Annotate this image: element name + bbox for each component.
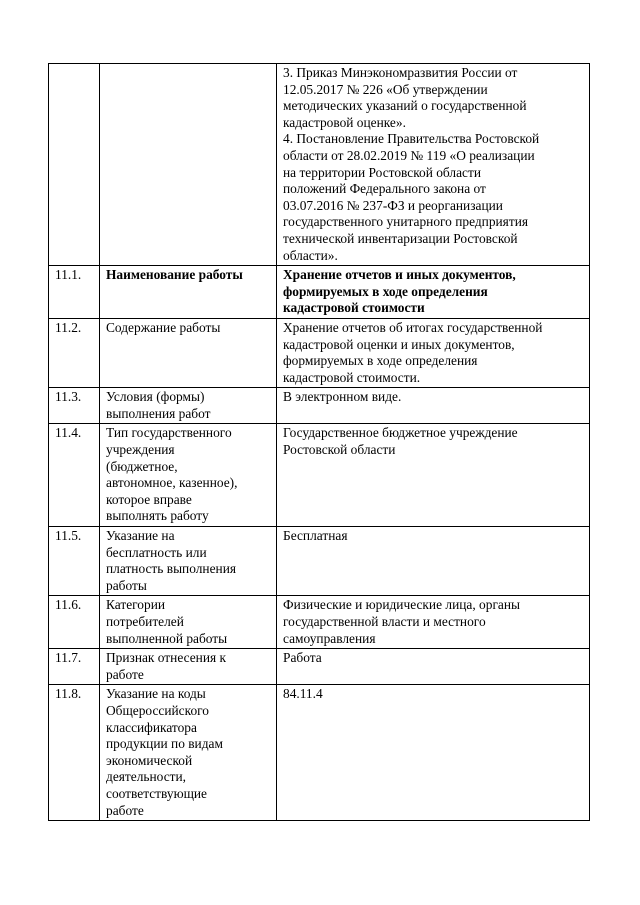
row-name-cell [100, 64, 277, 266]
row-name-cell: Признак отнесения к работе [100, 649, 277, 685]
table-row-11-8 [49, 685, 590, 821]
row-number-cell: 11.2. [49, 318, 100, 387]
table-row-11-1 [49, 266, 590, 319]
row-value-cell: Физические и юридические лица, органы государственной власти и местного самоуправления [277, 596, 590, 649]
row-number-cell: 11.3. [49, 388, 100, 424]
table-row-11-3 [49, 388, 590, 424]
row-value-cell: 84.11.4 [277, 685, 590, 821]
row-number-cell: 11.7. [49, 649, 100, 685]
row-name-cell: Наименование работы [100, 266, 277, 319]
row-number-cell: 11.4. [49, 424, 100, 527]
table-row-11-7 [49, 649, 590, 685]
row-number-cell: 11.5. [49, 527, 100, 596]
row-name-cell: Условия (формы) выполнения работ [100, 388, 277, 424]
row-value-cell: Хранение отчетов об итогах государственной кадастровой оценки и иных документов, формируемых в ходе определения кадастровой стоимости. [277, 318, 590, 387]
row-name-cell: Указание на бесплатность или платность выполнения работы [100, 527, 277, 596]
table-row-11-4 [49, 424, 590, 527]
row-value-cell: Государственное бюджетное учреждение Ростовской области [277, 424, 590, 527]
row-number-cell: 11.8. [49, 685, 100, 821]
row-value-cell: Работа [277, 649, 590, 685]
table-row-11-5 [49, 527, 590, 596]
row-number-cell [49, 64, 100, 266]
row-value-cell: В электронном виде. [277, 388, 590, 424]
row-value-cell: 3. Приказ Минэкономразвития России от 12.05.2017 № 226 «Об утверждении методических указаний о государственной кадастровой оценке». 4. Постановление Правительства Ростовской области от 28.02.2019 № 119 «О реализации на территории Ростовской области положений Федерального закона от 03.07.2016 № 237-ФЗ и реорганизации государственного унитарного предприятия технической инвентаризации Ростовской области». [277, 64, 590, 266]
table-row-11-6 [49, 596, 590, 649]
row-name-cell: Тип государственного учреждения (бюджетное, автономное, казенное), которое вправе выполнять работу [100, 424, 277, 527]
row-value-cell: Хранение отчетов и иных документов, формируемых в ходе определения кадастровой стоимости [277, 266, 590, 319]
table-row-11-2 [49, 318, 590, 387]
row-name-cell: Категории потребителей выполненной работы [100, 596, 277, 649]
document-table [48, 63, 590, 821]
table-row-legal-basis-continuation [49, 64, 590, 266]
row-name-cell: Указание на коды Общероссийского классификатора продукции по видам экономической деятельности, соответствующие работе [100, 685, 277, 821]
row-number-cell: 11.6. [49, 596, 100, 649]
row-number-cell: 11.1. [49, 266, 100, 319]
row-name-cell: Содержание работы [100, 318, 277, 387]
row-value-cell: Бесплатная [277, 527, 590, 596]
